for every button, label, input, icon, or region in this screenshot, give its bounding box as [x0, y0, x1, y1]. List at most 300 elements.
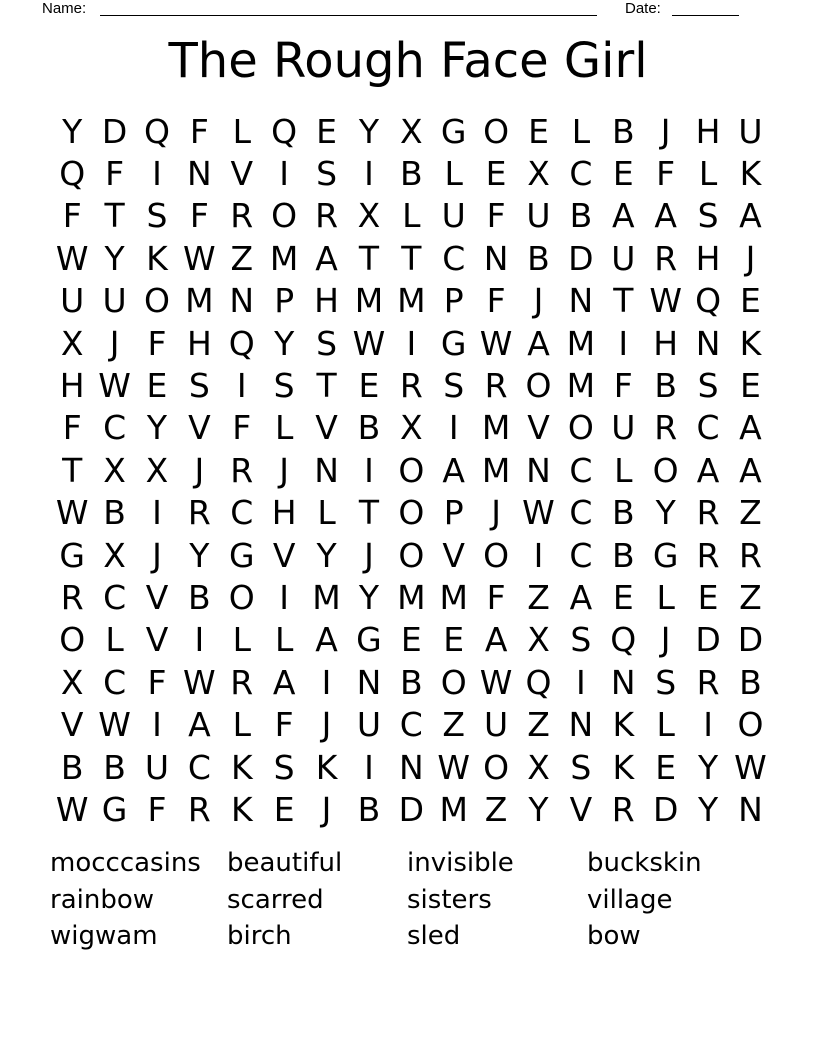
grid-letter: Y	[274, 323, 295, 363]
grid-letter: W	[522, 493, 555, 533]
grid-letter: E	[400, 620, 422, 660]
grid-letter: M	[269, 238, 299, 278]
grid-letter: J	[109, 323, 120, 363]
grid-letter: O	[271, 196, 298, 236]
grid-letter: M	[185, 281, 214, 321]
grid-letter: R	[315, 196, 338, 236]
grid-letter: C	[569, 154, 593, 194]
grid-letter: Z	[230, 238, 254, 278]
grid-letter: R	[187, 789, 211, 829]
grid-letter: W	[734, 747, 767, 787]
grid-letter: B	[400, 662, 423, 702]
grid-letter: T	[316, 366, 337, 406]
grid-row	[51, 661, 772, 703]
grid-letter: A	[315, 620, 338, 660]
grid-letter: A	[569, 577, 593, 617]
grid-letter: Z	[442, 705, 466, 745]
word-column	[407, 845, 587, 955]
word-item: bow	[587, 921, 641, 952]
grid-letter: W	[55, 789, 89, 829]
grid-row	[51, 619, 772, 661]
grid-letter: S	[697, 366, 719, 406]
grid-letter: Y	[316, 535, 337, 575]
grid-letter: F	[147, 662, 167, 702]
grid-letter: E	[612, 577, 634, 617]
grid-letter: S	[316, 154, 338, 194]
grid-letter: W	[437, 747, 471, 787]
grid-letter: O	[483, 535, 510, 575]
grid-letter: B	[188, 577, 211, 617]
grid-letter: M	[312, 577, 341, 617]
grid-letter: O	[143, 281, 170, 321]
word-item: sisters	[407, 884, 492, 915]
grid-letter: I	[533, 535, 544, 575]
grid-letter: L	[274, 408, 294, 448]
grid-letter: S	[273, 747, 295, 787]
grid-letter: I	[236, 366, 247, 406]
grid-row	[51, 195, 772, 237]
grid-letter: B	[569, 196, 593, 236]
grid-letter: J	[660, 111, 671, 151]
grid-row	[51, 237, 772, 279]
worksheet-header	[0, 0, 816, 22]
grid-letter: B	[357, 408, 381, 448]
grid-letter: Y	[358, 577, 380, 617]
grid-letter: D	[737, 620, 764, 660]
grid-letter: Z	[739, 577, 762, 617]
grid-letter: Y	[655, 493, 676, 533]
grid-letter: L	[656, 577, 675, 617]
word-item: village	[587, 884, 673, 915]
grid-letter: V	[60, 705, 84, 745]
grid-letter: C	[569, 493, 593, 533]
grid-letter: H	[186, 323, 212, 363]
grid-letter: H	[695, 111, 721, 151]
grid-letter: U	[484, 705, 509, 745]
grid-letter: B	[103, 747, 126, 787]
grid-letter: V	[315, 408, 338, 448]
grid-letter: R	[611, 789, 635, 829]
word-item: rainbow	[50, 884, 154, 915]
grid-letter: M	[566, 366, 596, 406]
grid-letter: N	[229, 281, 255, 321]
grid-letter: X	[60, 323, 84, 363]
grid-letter: B	[611, 111, 635, 151]
grid-letter: L	[698, 154, 718, 194]
grid-letter: S	[697, 196, 719, 236]
grid-letter: J	[660, 620, 671, 660]
grid-letter: O	[440, 662, 467, 702]
grid-letter: N	[695, 323, 721, 363]
grid-letter: Z	[527, 577, 550, 617]
grid-letter: P	[443, 281, 464, 321]
grid-letter: F	[147, 323, 167, 363]
grid-letter: U	[611, 238, 636, 278]
grid-letter: H	[653, 323, 679, 363]
grid-letter: Y	[358, 111, 380, 151]
grid-letter: X	[527, 620, 550, 660]
grid-letter: I	[279, 154, 290, 194]
grid-letter: W	[479, 662, 513, 702]
grid-letter: U	[611, 408, 636, 448]
grid-letter: A	[484, 620, 508, 660]
grid-letter: E	[655, 747, 677, 787]
grid-letter: C	[569, 535, 593, 575]
grid-letter: U	[356, 705, 381, 745]
grid-letter: Q	[59, 154, 86, 194]
grid-letter: X	[60, 662, 84, 702]
grid-letter: J	[491, 493, 501, 533]
grid-letter: I	[618, 323, 629, 363]
grid-letter: I	[279, 577, 290, 617]
grid-row	[51, 703, 772, 745]
grid-letter: A	[611, 196, 635, 236]
grid-letter: W	[649, 281, 682, 321]
grid-letter: E	[528, 111, 549, 151]
grid-letter: V	[442, 535, 465, 575]
grid-row	[51, 788, 772, 830]
grid-letter: W	[183, 662, 216, 702]
grid-letter: L	[232, 111, 251, 151]
grid-letter: A	[315, 238, 338, 278]
grid-letter: D	[568, 238, 594, 278]
grid-letter: I	[703, 705, 713, 745]
grid-letter: O	[525, 366, 552, 406]
grid-letter: S	[570, 620, 592, 660]
grid-letter: E	[316, 111, 337, 151]
grid-letter: G	[59, 535, 85, 575]
grid-letter: Q	[228, 323, 255, 363]
grid-letter: P	[443, 493, 464, 533]
grid-letter: M	[439, 577, 468, 617]
grid-letter: R	[696, 662, 720, 702]
grid-letter: I	[321, 662, 332, 702]
grid-letter: Y	[697, 789, 719, 829]
grid-letter: U	[526, 196, 551, 236]
grid-letter: A	[739, 450, 762, 490]
grid-letter: F	[189, 111, 209, 151]
grid-letter: I	[194, 620, 205, 660]
grid-letter: Z	[527, 705, 550, 745]
grid-letter: F	[232, 408, 252, 448]
grid-letter: V	[230, 154, 254, 194]
grid-letter: R	[696, 493, 720, 533]
grid-letter: J	[152, 535, 162, 575]
grid-letter: C	[103, 408, 127, 448]
grid-letter: W	[479, 323, 513, 363]
grid-row	[51, 152, 772, 194]
grid-letter: O	[652, 450, 679, 490]
grid-letter: F	[486, 196, 506, 236]
grid-letter: N	[187, 154, 212, 194]
grid-letter: V	[145, 577, 169, 617]
grid-letter: K	[230, 747, 253, 787]
grid-letter: R	[399, 366, 423, 406]
grid-letter: B	[60, 747, 84, 787]
grid-letter: C	[230, 493, 254, 533]
grid-letter: N	[398, 747, 424, 787]
grid-letter: C	[442, 238, 466, 278]
grid-letter: A	[527, 323, 550, 363]
grid-letter: S	[188, 366, 210, 406]
grid-letter: W	[55, 493, 89, 533]
grid-letter: Y	[104, 238, 125, 278]
grid-letter: C	[103, 577, 127, 617]
grid-letter: O	[398, 493, 425, 533]
grid-letter: C	[696, 408, 720, 448]
grid-letter: I	[364, 450, 374, 490]
grid-letter: X	[400, 111, 423, 151]
grid-letter: G	[440, 323, 467, 363]
grid-letter: H	[271, 493, 297, 533]
grid-letter: D	[101, 111, 128, 151]
word-column	[587, 845, 702, 955]
grid-letter: M	[439, 789, 468, 829]
grid-letter: X	[400, 408, 423, 448]
grid-letter: O	[398, 450, 425, 490]
grid-letter: F	[147, 789, 167, 829]
grid-letter: D	[398, 789, 425, 829]
grid-row	[51, 322, 772, 364]
grid-letter: R	[654, 408, 678, 448]
grid-letter: R	[654, 238, 678, 278]
grid-letter: R	[60, 577, 84, 617]
name-blank-line	[100, 0, 597, 16]
grid-letter: E	[740, 366, 761, 406]
grid-letter: I	[448, 408, 459, 448]
grid-letter: E	[485, 154, 507, 194]
grid-letter: V	[188, 408, 211, 448]
grid-letter: T	[358, 238, 380, 278]
grid-letter: T	[62, 450, 83, 490]
grid-letter: C	[569, 450, 593, 490]
grid-letter: L	[614, 450, 633, 490]
grid-letter: K	[230, 789, 253, 829]
grid-letter: E	[146, 366, 168, 406]
grid-letter: O	[228, 577, 255, 617]
letter-grid	[51, 110, 772, 831]
grid-row	[51, 534, 772, 576]
word-item: sled	[407, 921, 461, 952]
grid-letter: E	[358, 366, 380, 406]
grid-letter: T	[613, 281, 634, 321]
grid-letter: L	[274, 620, 294, 660]
grid-letter: L	[317, 493, 336, 533]
word-column	[227, 845, 407, 955]
grid-letter: S	[655, 662, 677, 702]
word-item: wigwam	[50, 921, 158, 952]
grid-letter: O	[567, 408, 594, 448]
grid-letter: M	[481, 408, 511, 448]
grid-letter: B	[611, 493, 635, 533]
grid-letter: K	[739, 154, 762, 194]
grid-letter: J	[533, 281, 544, 321]
grid-letter: A	[442, 450, 465, 490]
grid-letter: X	[527, 154, 550, 194]
word-item: buckskin	[587, 848, 702, 878]
grid-letter: T	[401, 238, 422, 278]
grid-letter: L	[232, 620, 251, 660]
grid-letter: M	[566, 323, 596, 363]
grid-letter: O	[398, 535, 425, 575]
date-blank-line	[672, 0, 739, 16]
grid-letter: L	[656, 705, 675, 745]
grid-letter: W	[98, 705, 131, 745]
grid-letter: E	[273, 789, 295, 829]
grid-letter: Y	[189, 535, 210, 575]
grid-letter: Y	[62, 111, 83, 151]
grid-letter: O	[483, 747, 510, 787]
grid-letter: B	[357, 789, 381, 829]
grid-letter: B	[739, 662, 762, 702]
grid-letter: B	[527, 238, 550, 278]
grid-letter: X	[103, 450, 126, 490]
word-list	[50, 845, 702, 955]
grid-letter: N	[356, 662, 382, 702]
grid-letter: Z	[739, 493, 762, 533]
grid-letter: S	[273, 366, 295, 406]
grid-letter: L	[105, 620, 124, 660]
grid-letter: B	[400, 154, 423, 194]
grid-letter: A	[739, 408, 762, 448]
grid-letter: V	[145, 620, 169, 660]
grid-letter: Q	[695, 281, 722, 321]
grid-letter: A	[654, 196, 677, 236]
grid-letter: E	[697, 577, 719, 617]
grid-row	[51, 110, 772, 152]
grid-letter: G	[356, 620, 382, 660]
grid-letter: W	[98, 366, 131, 406]
grid-letter: F	[486, 281, 506, 321]
grid-letter: F	[62, 196, 82, 236]
word-item: scarred	[227, 884, 324, 915]
grid-letter: D	[652, 789, 679, 829]
word-item: birch	[227, 921, 292, 952]
grid-letter: W	[55, 238, 89, 278]
grid-letter: S	[316, 323, 338, 363]
grid-letter: Q	[271, 111, 298, 151]
grid-letter: X	[527, 747, 550, 787]
grid-letter: Q	[610, 620, 637, 660]
grid-letter: R	[484, 366, 508, 406]
grid-letter: F	[656, 154, 676, 194]
grid-letter: U	[738, 111, 763, 151]
grid-letter: I	[152, 493, 162, 533]
grid-letter: R	[230, 196, 254, 236]
grid-letter: K	[146, 238, 168, 278]
grid-letter: U	[60, 281, 85, 321]
grid-letter: F	[189, 196, 209, 236]
date-label: Date:	[625, 0, 661, 17]
grid-row	[51, 576, 772, 618]
grid-letter: O	[59, 620, 86, 660]
grid-letter: C	[399, 705, 423, 745]
grid-letter: O	[483, 111, 510, 151]
grid-letter: J	[321, 705, 332, 745]
grid-letter: X	[145, 450, 169, 490]
grid-letter: B	[611, 535, 635, 575]
grid-letter: K	[612, 747, 635, 787]
grid-letter: E	[612, 154, 634, 194]
grid-letter: K	[315, 747, 338, 787]
grid-row	[51, 449, 772, 491]
grid-letter: L	[232, 705, 251, 745]
grid-letter: J	[745, 238, 756, 278]
grid-letter: L	[571, 111, 591, 151]
grid-letter: N	[568, 281, 594, 321]
grid-letter: V	[272, 535, 296, 575]
grid-letter: W	[352, 323, 386, 363]
grid-letter: R	[696, 535, 720, 575]
grid-letter: I	[576, 662, 586, 702]
grid-letter: R	[738, 535, 762, 575]
grid-letter: N	[526, 450, 551, 490]
grid-letter: G	[652, 535, 679, 575]
grid-letter: G	[101, 789, 128, 829]
grid-letter: F	[613, 366, 633, 406]
grid-letter: E	[443, 620, 465, 660]
grid-letter: D	[695, 620, 721, 660]
grid-letter: H	[695, 238, 721, 278]
grid-letter: F	[486, 577, 506, 617]
grid-letter: N	[738, 789, 763, 829]
grid-letter: J	[279, 450, 290, 490]
grid-letter: C	[103, 662, 127, 702]
grid-letter: S	[570, 747, 592, 787]
grid-letter: N	[610, 662, 636, 702]
grid-letter: L	[444, 154, 463, 194]
grid-letter: F	[274, 705, 294, 745]
grid-letter: V	[527, 408, 550, 448]
grid-letter: W	[183, 238, 216, 278]
grid-letter: I	[406, 323, 417, 363]
grid-letter: I	[152, 705, 162, 745]
grid-letter: G	[228, 535, 255, 575]
grid-letter: N	[314, 450, 339, 490]
grid-letter: J	[194, 450, 205, 490]
grid-letter: O	[737, 705, 764, 745]
grid-letter: Z	[484, 789, 508, 829]
name-label: Name:	[42, 0, 87, 17]
grid-letter: B	[654, 366, 677, 406]
grid-letter: K	[739, 323, 762, 363]
grid-letter: Q	[525, 662, 552, 702]
grid-row	[51, 280, 772, 322]
grid-row	[51, 492, 772, 534]
grid-letter: B	[103, 493, 126, 533]
grid-letter: L	[402, 196, 421, 236]
page-title: The Rough Face Girl	[168, 33, 648, 89]
grid-letter: Q	[143, 111, 170, 151]
grid-letter: M	[397, 577, 426, 617]
grid-letter: Y	[528, 789, 549, 829]
grid-letter: Y	[697, 747, 719, 787]
grid-letter: F	[105, 154, 125, 194]
grid-row	[51, 746, 772, 788]
grid-letter: X	[103, 535, 126, 575]
grid-letter: T	[358, 493, 380, 533]
grid-letter: S	[146, 196, 168, 236]
grid-letter: H	[314, 281, 339, 321]
grid-letter: I	[152, 154, 162, 194]
grid-row	[51, 407, 772, 449]
grid-letter: I	[364, 747, 374, 787]
grid-letter: E	[740, 281, 761, 321]
grid-letter: A	[272, 662, 296, 702]
grid-letter: U	[441, 196, 466, 236]
grid-letter: I	[364, 154, 374, 194]
word-column	[50, 845, 227, 955]
